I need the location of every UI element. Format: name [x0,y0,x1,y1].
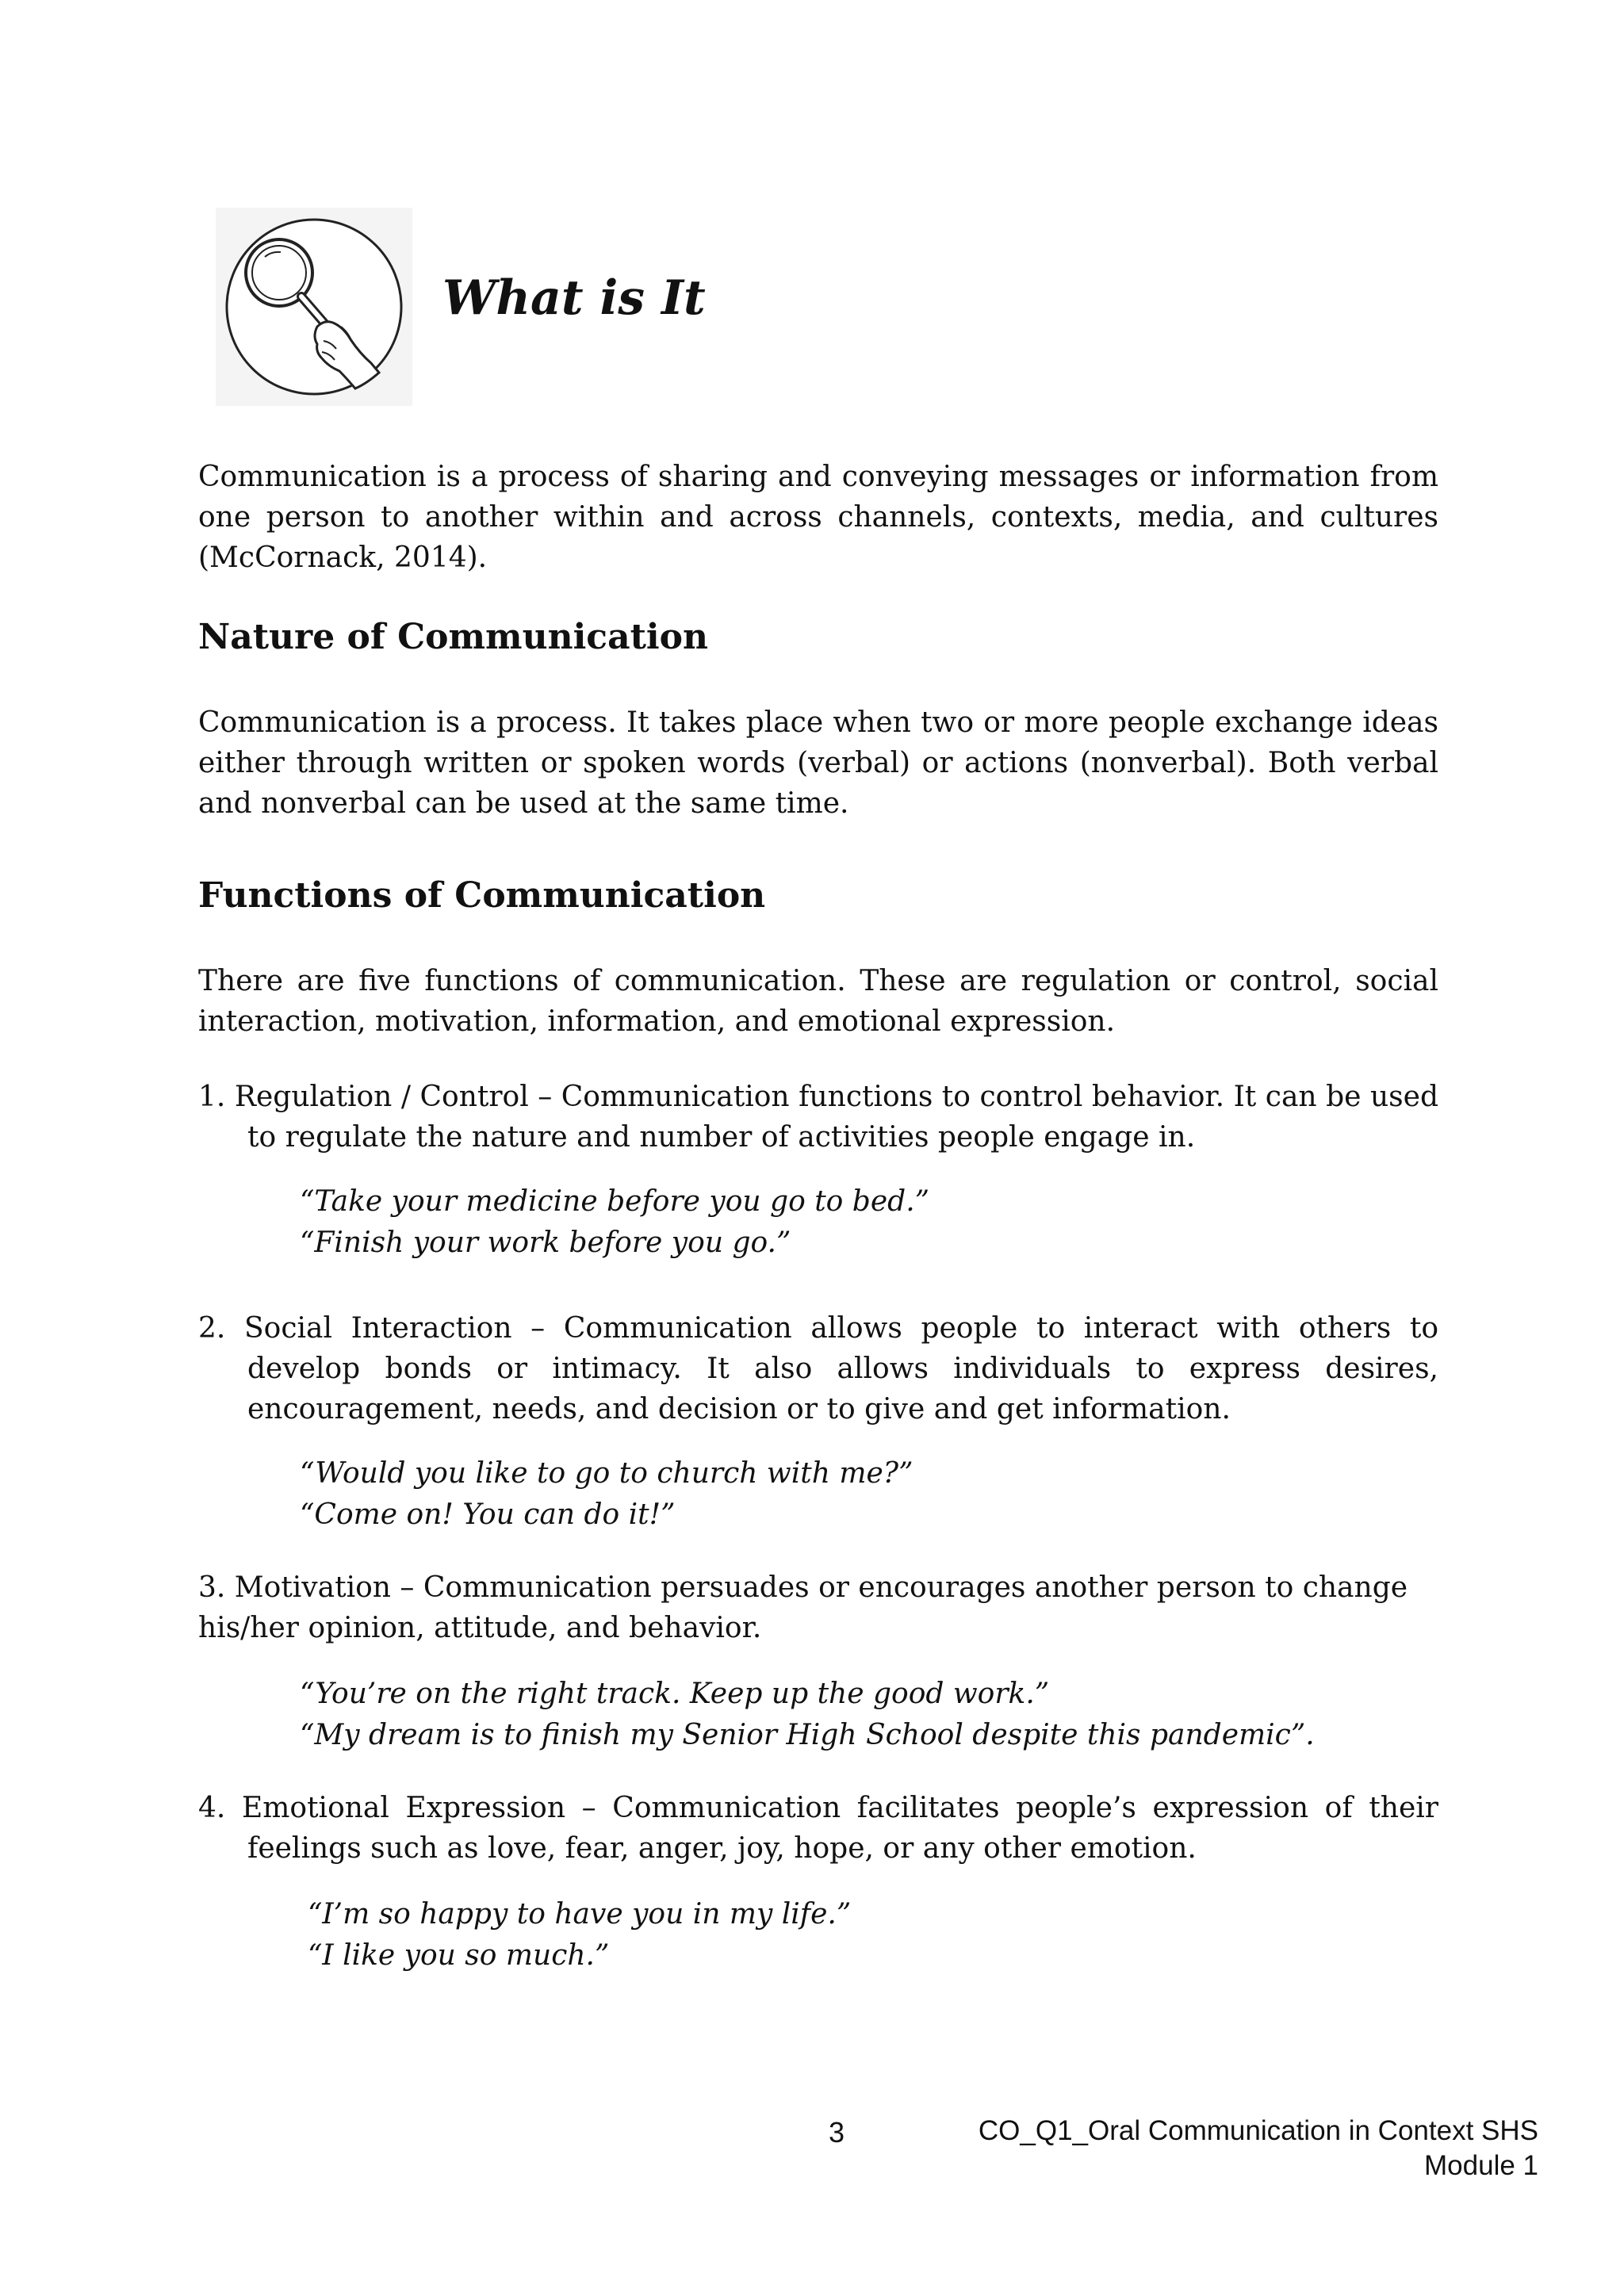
magnifying-glass-in-hand-icon [216,208,412,406]
function-item-emotional-expression: 4. Emotional Expression – Communication facilitates people’s expression of their feelings such as love, fear, anger, joy, hope, or any other emotion. [198,1792,1438,1865]
example-quote: “Would you like to go to church with me?” [300,1457,914,1490]
example-quote: “My dream is to finish my Senior High School despite this pandemic”. [300,1719,1315,1751]
social-interaction-examples [198,1453,1438,1536]
function-item-social-interaction: 2. Social Interaction – Communication allows people to interact with others to develop bonds or intimacy. It also allows individuals to express desires, encouragement, needs, and decision or to give and get information. [198,1312,1438,1425]
nature-heading: Nature of Communication [198,617,708,657]
page-title: What is It [442,270,706,326]
page-number: 3 [828,2116,845,2149]
example-quote: “I’m so happy to have you in my life.” [308,1898,852,1931]
module-label-line2: Module 1 [1424,2150,1538,2181]
module-label [979,2114,1538,2183]
example-quote: “Finish your work before you go.” [300,1226,791,1259]
nature-paragraph: Communication is a process. It takes place when two or more people exchange ideas either through written or spoken words (verbal) or actions (nonverbal). Both verbal and nonverbal can be used at the same time. [198,706,1438,820]
function-item-motivation: 3. Motivation – Communication persuades or encourages another person to change his/her opinion, attitude, and behavior. [198,1571,1408,1644]
regulation-examples [198,1181,1438,1264]
example-quote: “You’re on the right track. Keep up the good work.” [300,1678,1050,1710]
emotional-expression-examples [198,1894,1438,1976]
functions-paragraph: There are five functions of communication. These are regulation or control, social interaction, motivation, information, and emotional expression. [198,965,1438,1038]
functions-heading: Functions of Communication [198,875,766,916]
example-quote: “I like you so much.” [308,1939,610,1972]
example-quote: “Come on! You can do it!” [300,1498,676,1531]
module-label-line1: CO_Q1_Oral Communication in Context SHS [978,2115,1538,2146]
example-quote: “Take your medicine before you go to bed.” [300,1185,930,1218]
intro-paragraph: Communication is a process of sharing and conveying messages or information from one person to another within and across channels, contexts, media, and cultures (McCornack, 2014). [198,461,1438,574]
function-item-regulation: 1. Regulation / Control – Communication functions to control behavior. It can be used to regulate the nature and number of activities people engage in. [198,1081,1438,1154]
motivation-examples [198,1674,1438,1756]
content-body [198,457,1438,1976]
